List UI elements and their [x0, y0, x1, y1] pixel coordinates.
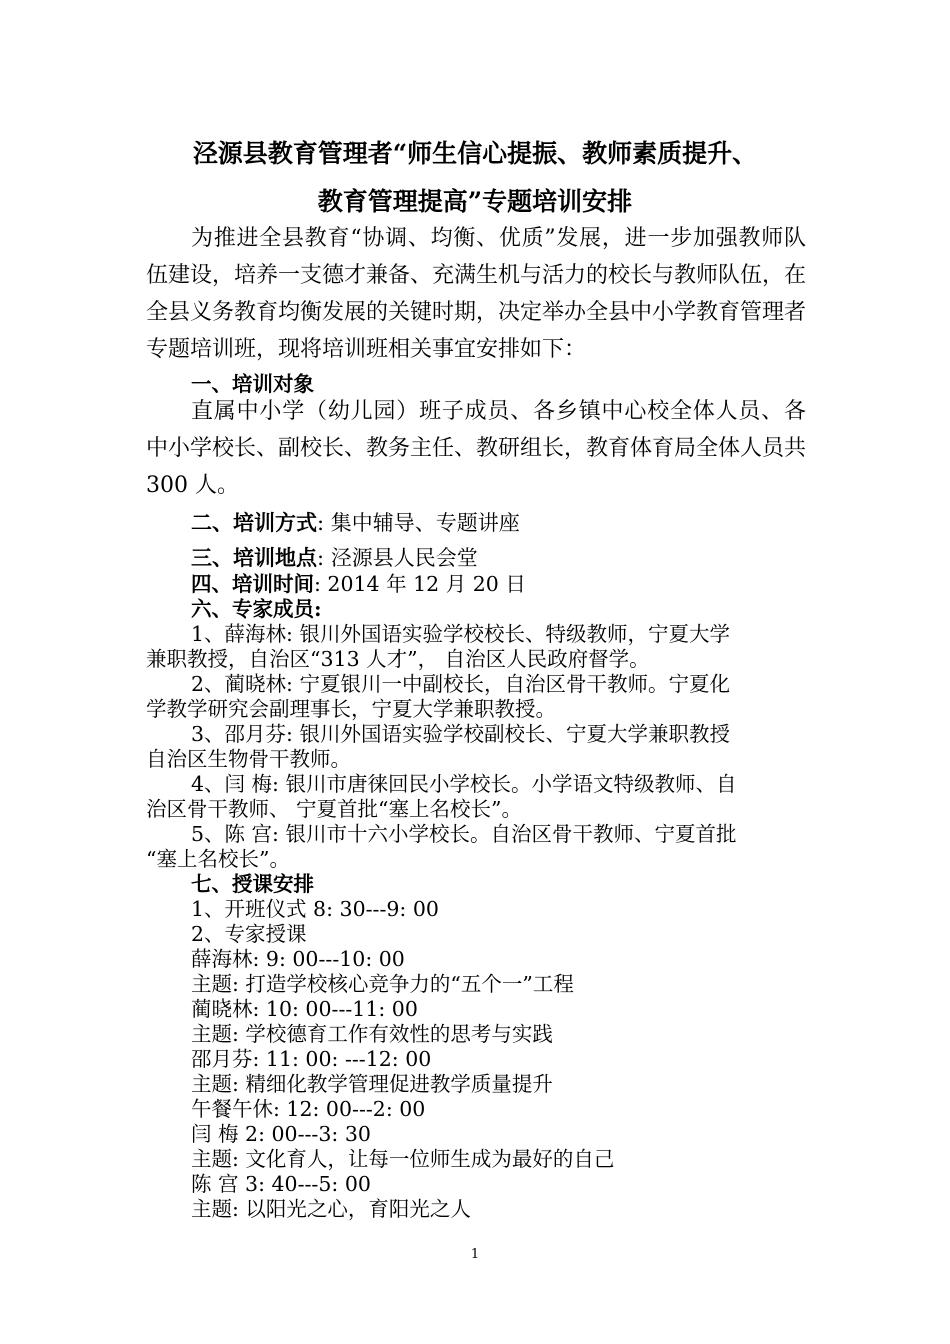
expert-3-line-1: 3、邵月芬: 银川外国语实验学校副校长、宁夏大学兼职教授 [191, 722, 730, 746]
expert-4-line-2: 治区骨干教师、 宁夏首批“塞上名校长”。 [146, 797, 522, 821]
schedule-item: 2、专家授课 [191, 922, 307, 946]
schedule-item: 薛海林: 9: 00---10: 00 [191, 947, 405, 971]
schedule-item: 主题: 以阳光之心，育阳光之人 [191, 1197, 471, 1221]
schedule-item: 蔺晓林: 10: 00---11: 00 [191, 997, 418, 1021]
schedule-item: 主题: 学校德育工作有效性的思考与实践 [191, 1022, 553, 1046]
section-4-heading: 四、培训时间 [191, 572, 314, 596]
expert-2-line-2: 学教学研究会副理事长，宁夏大学兼职教授。 [146, 697, 556, 721]
expert-5-line-1: 5、陈 宫: 银川市十六小学校长。自治区骨干教师、宁夏首批 [191, 822, 737, 846]
schedule-item: 主题: 精细化教学管理促进教学质量提升 [191, 1072, 553, 1096]
schedule-item: 邵月芬: 11: 00: ---12: 00 [191, 1047, 432, 1071]
expert-2-line-1: 2、蔺晓林: 宁夏银川一中副校长，自治区骨干教师。宁夏化 [191, 672, 730, 696]
section-3-heading: 三、培训地点 [191, 545, 317, 570]
schedule-item: 陈 宫 3: 40---5: 00 [191, 1172, 371, 1196]
schedule-item: 1、开班仪式 8: 30---9: 00 [191, 897, 439, 921]
section-1-heading: 一、培训对象 [191, 372, 314, 396]
schedule-item: 主题: 文化育人，让每一位师生成为最好的自己 [191, 1147, 615, 1171]
section-2-heading: 二、培训方式 [191, 510, 317, 535]
expert-5-line-2: “塞上名校长”。 [146, 847, 290, 871]
section-2-text: : 集中辅导、专题讲座 [317, 511, 520, 535]
section-7-heading: 七、授课安排 [191, 872, 314, 896]
section-3 [146, 545, 851, 571]
section-3-text: : 泾源县人民会堂 [317, 546, 478, 570]
expert-list [146, 622, 806, 872]
intro-paragraph: 为推进全县教育“协调、均衡、优质”发展，进一步加强教师队伍建设，培养一支德才兼备、充满生机与活力的校长与教师队伍，在全县义务教育均衡发展的关键时期，决定举办全县中小学教育管理者专题培训班，现将培训班相关事宜安排如下： [146, 226, 807, 362]
schedule-item: 午餐午休: 12: 00---2: 00 [191, 1097, 426, 1121]
expert-3-line-2: 自治区生物骨干教师。 [146, 747, 351, 771]
section-2 [146, 510, 851, 536]
expert-1-line-1: 1、薛海林: 银川外国语实验学校校长、特级教师，宁夏大学 [191, 622, 730, 646]
document-title-line-2: 教育管理提高”专题培训安排 [317, 187, 633, 216]
section-4-text: : 2014 年 12 月 20 日 [314, 572, 526, 596]
document-title-line-1: 泾源县教育管理者“师生信心提振、教师素质提升、 [192, 139, 758, 168]
section-6-heading: 六、专家成员: [191, 597, 322, 621]
schedule-list [146, 897, 806, 1222]
expert-4-line-1: 4、闫 梅: 银川市唐徕回民小学校长。小学语文特级教师、自 [191, 772, 737, 796]
page-number: 1 [470, 1247, 480, 1262]
section-1-text: 直属中小学（幼儿园）班子成员、各乡镇中心校全体人员、各中小学校长、副校长、教务主任、教研组长，教育体育局全体人员共 300 人。 [146, 399, 807, 498]
section-4 [146, 572, 851, 597]
schedule-item: 闫 梅 2: 00---3: 30 [191, 1122, 371, 1146]
expert-1-line-2: 兼职教授，自治区“313 人才”， 自治区人民政府督学。 [146, 647, 650, 671]
schedule-item: 主题: 打造学校核心竞争力的“五个一”工程 [191, 972, 574, 996]
